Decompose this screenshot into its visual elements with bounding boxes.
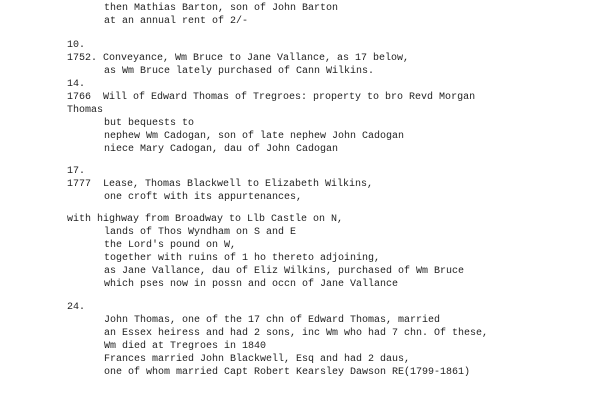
entry-17-para-line-2: the Lord's pound on W, xyxy=(104,240,237,251)
entry-17-para-line-4: as Jane Vallance, dau of Eliz Wilkins, purchased of Wm Bruce xyxy=(104,266,465,277)
entry-top-line-2: at an annual rent of 2/- xyxy=(104,16,249,27)
entry-top-line-1: then Mathias Barton, son of John Barton xyxy=(104,3,339,14)
entry-24-line-1: John Thomas, one of the 17 chn of Edward Thomas, married xyxy=(104,315,441,326)
entry-14-number: 14. xyxy=(67,79,86,90)
entry-10-line-1: as Wm Bruce lately purchased of Cann Wilkins. xyxy=(104,66,375,77)
entry-17-line-1: one croft with its appurtenances, xyxy=(104,192,303,203)
entry-24-number: 24. xyxy=(67,302,86,313)
entry-24-line-4: Frances married John Blackwell, Esq and had 2 daus, xyxy=(104,354,411,365)
entry-14-line-1: but bequests to xyxy=(104,118,195,129)
entry-17-para: with highway from Broadway to Llb Castle on N, xyxy=(67,214,344,225)
entry-17-para-line-3: together with ruins of 1 ho thereto adjoining, xyxy=(104,253,381,264)
entry-24-line-5: one of whom married Capt Robert Kearsley Dawson RE(1799-1861) xyxy=(104,367,471,378)
entry-24-line-3: Wm died at Tregroes in 1840 xyxy=(104,341,267,352)
entry-17-para-line-1: lands of Thos Wyndham on S and E xyxy=(104,227,297,238)
entry-14-heading: 1766 Will of Edward Thomas of Tregroes: property to bro Revd Morgan xyxy=(67,92,476,103)
entry-10-heading: 1752. Conveyance, Wm Bruce to Jane Vallance, as 17 below, xyxy=(67,53,410,64)
entry-10-number: 10. xyxy=(67,40,86,51)
entry-14-line-3: niece Mary Cadogan, dau of John Cadogan xyxy=(104,144,339,155)
entry-14-line-2: nephew Wm Cadogan, son of late nephew John Cadogan xyxy=(104,131,405,142)
entry-17-para-line-5: which pses now in possn and occn of Jane Vallance xyxy=(104,279,399,290)
entry-17-heading: 1777 Lease, Thomas Blackwell to Elizabeth Wilkins, xyxy=(67,179,374,190)
entry-24-line-2: an Essex heiress and had 2 sons, inc Wm who had 7 chn. Of these, xyxy=(104,328,489,339)
entry-14-heading-wrap: Thomas xyxy=(67,105,104,116)
entry-17-number: 17. xyxy=(67,166,86,177)
